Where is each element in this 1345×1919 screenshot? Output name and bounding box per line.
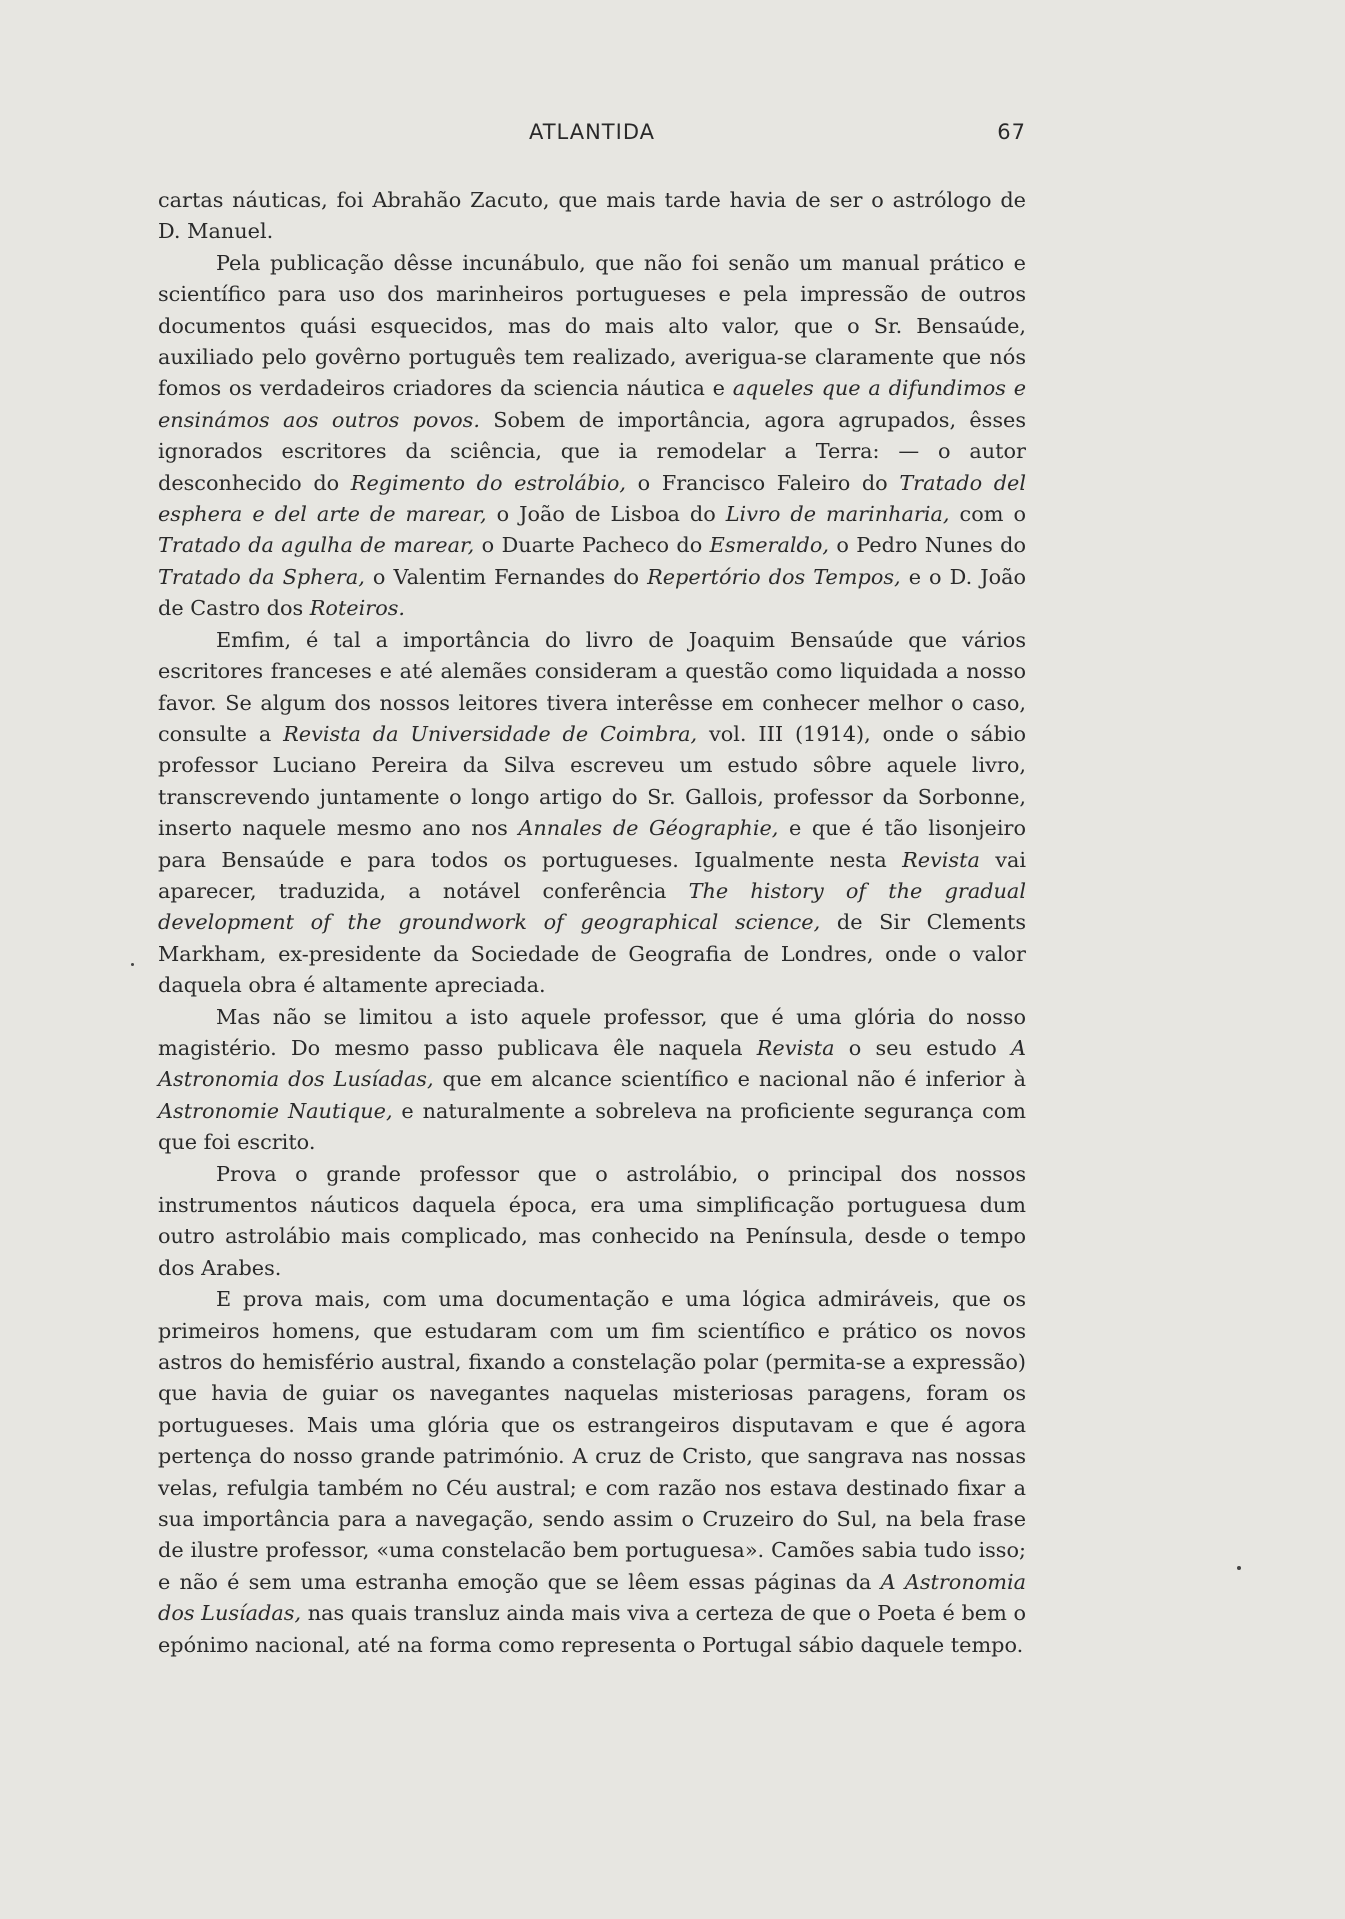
paragraph-1 (158, 185, 1026, 248)
text-span: Prova o grande professor que o astrolábio, o principal dos nossos instrumentos náuticos daquela época, era uma simplificação portuguesa dum outro astrolábio mais complicado, mas conhecido na Península, desde o tempo dos Arabes. (158, 1161, 1026, 1280)
text-span: Mas não se limitou a isto aquele professor, que é uma glória do nosso magistério. Do mesmo passo publicava êle naquela (158, 1004, 1026, 1060)
text-span: nas quais transluz ainda mais viva a certeza de que o Poeta é bem o epónimo nacional, até na forma como representa o Portugal sábio daquele tempo. (158, 1601, 1026, 1657)
running-head (158, 120, 1026, 150)
book-title: Tratado da Sphera, (158, 564, 365, 589)
paragraph-5 (158, 1159, 1026, 1285)
text-span: e que é tão lisonjeiro para Bensaúde e para todos os portugueses. Igualmente nesta (158, 816, 1026, 872)
text-span: Emfim, é tal a importância do livro de Joaquim Bensaúde que vários escritores franceses e até alemães consideram a questão como liquidada a nosso favor. Se algum dos nossos leitores tivera interêsse em conhecer melhor o caso, consulte a (158, 627, 1026, 746)
text-span: de Sir Clements Markham, ex-presidente da Sociedade de Geografia de Londres, onde o valor daquela obra é altamente apreciada. (158, 910, 1026, 998)
text-span: vol. III (1914), onde o sábio professor Luciano Pereira da Silva escreveu um estudo sôbre aquele livro, transcrevendo juntamente o longo artigo do Sr. Gallois, professor da Sorbonne, inserto naquele mesmo ano nos (158, 721, 1026, 841)
running-title: ATLANTIDA (528, 120, 655, 144)
page-number: 67 (997, 120, 1026, 144)
study-title: A Astronomia dos Lusíadas, (158, 1569, 1026, 1626)
journal-title: Revista (902, 847, 980, 872)
book-title: Roteiros. (309, 596, 406, 621)
book-title: Tratado da agulha de marear, (158, 533, 475, 558)
paragraph-2 (158, 248, 1026, 625)
text-span: o João de Lisboa do (486, 502, 726, 527)
paragraph-6 (158, 1284, 1026, 1661)
book-title: Repertório dos Tempos, (647, 564, 901, 589)
ink-speck (1237, 1566, 1241, 1570)
text-span: cartas náuticas, foi Abrahão Zacuto, que mais tarde havia de ser o astrólogo de D. Manuel. (158, 188, 1026, 244)
body-text (158, 185, 1026, 1661)
book-title: Livro de marinharia, (725, 502, 950, 527)
text-span: Sobem de importância, agora agrupados, êsses ignorados escritores da sciência, que ia remodelar a Terra: — o autor desconhecido do (158, 407, 1026, 495)
book-title: Astronomie Nautique, (158, 1098, 393, 1123)
ink-speck (131, 963, 134, 966)
text-span: o Pedro Nunes do (828, 533, 1026, 558)
paragraph-4 (158, 1002, 1026, 1159)
text-span: com o (949, 502, 1026, 527)
lecture-title: The history of the gradual development of the groundwork of geographical science, (158, 878, 1026, 935)
text-span: e o D. João de Castro dos (158, 564, 1027, 621)
study-title: A Astronomia dos Lusíadas, (158, 1035, 1026, 1092)
book-title: Tratado del esphera e del arte de marear, (158, 470, 1027, 527)
paragraph-3 (158, 625, 1026, 1002)
journal-title: Revista da Universidade de Coimbra, (283, 721, 698, 746)
text-span: vai aparecer, traduzida, a notável conferência (158, 847, 1026, 903)
text-span: o Francisco Faleiro do (626, 470, 900, 495)
italic-phrase: aqueles que a difundimos e ensinámos aos outros povos. (158, 376, 1027, 432)
journal-title: Annales de Géographie, (518, 816, 779, 841)
book-title: Esmeraldo, (709, 533, 829, 558)
text-span: o Valentim Fernandes do (364, 564, 648, 589)
text-span: o Duarte Pacheco do (474, 533, 710, 558)
text-span: o seu estudo (834, 1035, 1011, 1060)
journal-title: Revista (756, 1035, 835, 1060)
text-span: E prova mais, com uma documentação e uma lógica admiráveis, que os primeiros homens, que estudaram com um fim scientífico e prático os novos astros do hemisfério austral, fixando a constelação polar (permita-se a expressão) que havia de guiar os navegantes naquelas misteriosas paragens, foram os portugueses. Mais uma glória que os estrangeiros disputavam e que é agora pertença do nosso grande património. A cruz de Cristo, que sangrava nas nossas velas, refulgia também no Céu austral; e com razão nos estava destinado fixar a sua importância para a navegação, sendo assim o Cruzeiro do Sul, na bela frase de ilustre professor, «uma constelacão bem portuguesa». Camões sabia tudo isso; e não é sem uma estranha emoção que se lêem essas páginas da (158, 1287, 1026, 1594)
book-title: Regimento do estrolábio, (350, 470, 627, 495)
text-span: e naturalmente a sobreleva na proficiente segurança com que foi escrito. (158, 1098, 1026, 1155)
text-span: que em alcance scientífico e nacional não é inferior à (433, 1067, 1026, 1092)
text-span: Pela publicação dêsse incunábulo, que não foi senão um manual prático e scientífico para uso dos marinheiros portugueses e pela impressão de outros documentos quási esquecidos, mas do mais alto valor, que o Sr. Bensaúde, auxiliado pelo govêrno português tem realizado, averigua-se claramente que nós fomos os verdadeiros criadores da sciencia náutica e (158, 250, 1026, 401)
